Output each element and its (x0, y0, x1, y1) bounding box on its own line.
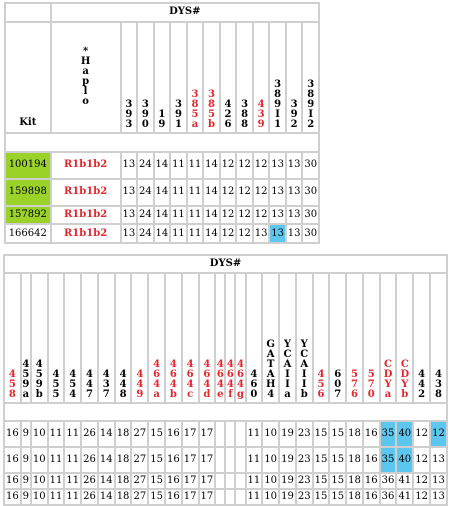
marker-header-7: 4 4 8 (116, 274, 131, 402)
marker-value: 11 (171, 180, 186, 205)
marker-header-2: 4 5 9 b (32, 274, 47, 402)
marker-header-22: 5 7 6 (347, 274, 362, 402)
marker-value: 16 (364, 475, 378, 486)
marker-header-12: 4 6 4 d (200, 274, 215, 402)
haplo-header: * H a p l o (52, 23, 120, 133)
marker-value: 17 (200, 475, 214, 486)
marker-header-13: 4 6 4 e (216, 274, 224, 402)
spacer-row (5, 404, 446, 420)
marker-value: 9 (22, 491, 29, 502)
marker-value: 13 (432, 475, 445, 486)
marker-header-11: 3 8 9 I 2 (303, 23, 318, 133)
marker-value: 12 (221, 207, 236, 224)
marker-value: 24 (138, 225, 153, 242)
marker-value: 26 (83, 491, 96, 502)
marker-header-8: 4 4 9 (132, 274, 147, 402)
marker-value: 18 (347, 422, 362, 446)
marker-value: 11 (188, 180, 203, 205)
marker-value: 12 (414, 422, 429, 446)
marker-value: 19 (281, 475, 294, 486)
marker-header-0: 4 5 8 (5, 274, 20, 402)
marker-value: 10 (264, 491, 278, 502)
marker-header-10: 4 6 4 b (166, 274, 181, 402)
marker-value: 30 (303, 180, 318, 205)
marker-value: 12 (431, 422, 446, 446)
marker-value: 18 (116, 448, 131, 472)
marker-value: 15 (314, 422, 329, 446)
marker-value: 12 (415, 491, 428, 502)
marker-header-1: 3 9 0 (138, 23, 153, 133)
spacer-row (6, 134, 318, 151)
marker-value: 14 (155, 153, 170, 178)
marker-header-20: 4 5 6 (314, 274, 329, 402)
marker-value: 11 (247, 491, 261, 502)
marker-header-23: 5 7 0 (364, 274, 379, 402)
marker-value: 26 (83, 475, 96, 486)
marker-value (236, 448, 244, 472)
marker-value: 16 (6, 491, 19, 502)
marker-header-19: Y C A I I b (297, 274, 312, 402)
marker-value: 11 (65, 422, 80, 446)
marker-value: 23 (297, 475, 311, 486)
marker-value: 11 (66, 491, 80, 502)
marker-value: 13 (287, 207, 302, 224)
marker-value: 15 (150, 491, 163, 502)
marker-value: 13 (287, 180, 302, 205)
marker-value: 10 (32, 448, 47, 472)
marker-value (216, 448, 224, 472)
marker-value: 17 (183, 491, 197, 502)
marker-value (226, 448, 234, 472)
marker-header-27: 4 3 8 (431, 274, 446, 402)
table-row (6, 225, 318, 242)
marker-value: 11 (49, 422, 64, 446)
marker-value: 12 (254, 180, 269, 205)
marker-value: 15 (314, 475, 328, 486)
marker-value (236, 490, 244, 504)
marker-value: 13 (287, 153, 302, 178)
marker-value: 11 (247, 475, 261, 486)
marker-value (226, 490, 234, 504)
marker-header-18: Y C A I I a (280, 274, 295, 402)
marker-value: 24 (138, 153, 153, 178)
marker-value: 9 (22, 422, 30, 446)
marker-value: 13 (122, 153, 137, 178)
marker-header-21: 6 0 7 (330, 274, 345, 402)
marker-value: 30 (303, 207, 318, 224)
table-row (6, 153, 318, 178)
marker-value: 10 (32, 491, 46, 502)
marker-value: 18 (116, 491, 130, 502)
marker-value: 13 (122, 180, 137, 205)
marker-value: 30 (303, 153, 318, 178)
marker-header-7: 3 8 8 (237, 23, 252, 133)
marker-header-15: 4 6 4 g (236, 274, 244, 402)
marker-value: 17 (183, 422, 198, 446)
marker-value: 12 (415, 475, 428, 486)
marker-value (216, 490, 224, 504)
marker-value: 13 (270, 180, 285, 205)
marker-value: 15 (149, 448, 164, 472)
marker-value: 15 (149, 422, 164, 446)
marker-value: 30 (303, 225, 318, 242)
marker-header-26: 4 4 2 (414, 274, 429, 402)
marker-value (236, 422, 244, 446)
marker-header-10: 3 9 2 (287, 23, 302, 133)
marker-value: 14 (204, 207, 219, 224)
marker-header-0: 3 9 3 (122, 23, 137, 133)
marker-value (226, 474, 234, 488)
marker-value: 11 (49, 448, 64, 472)
kit-number: 159898 (6, 180, 50, 205)
marker-value: 15 (150, 475, 163, 486)
dys-table-2 (3, 254, 448, 506)
marker-value: 11 (188, 225, 203, 242)
marker-value: 11 (247, 422, 262, 446)
marker-value: 26 (82, 448, 97, 472)
haplogroup: R1b1b2 (52, 180, 120, 205)
marker-value: 27 (133, 491, 147, 502)
marker-value: 18 (116, 475, 130, 486)
marker-value: 9 (22, 475, 29, 486)
marker-value: 17 (183, 475, 197, 486)
marker-value: 10 (263, 448, 278, 472)
marker-value: 16 (166, 475, 180, 486)
marker-value: 18 (348, 491, 361, 502)
haplogroup: R1b1b2 (52, 153, 120, 178)
marker-value (236, 474, 244, 488)
marker-value: 15 (330, 422, 345, 446)
marker-value: 11 (65, 448, 80, 472)
marker-value: 27 (133, 475, 147, 486)
marker-value: 16 (166, 448, 181, 472)
marker-value: 11 (66, 475, 80, 486)
haplogroup: R1b1b2 (52, 207, 120, 224)
marker-value: 14 (99, 422, 114, 446)
marker-value: 18 (116, 422, 131, 446)
marker-value: 40 (397, 448, 412, 472)
marker-value: 11 (247, 448, 262, 472)
marker-value: 14 (99, 475, 113, 486)
marker-value: 13 (122, 207, 137, 224)
marker-value: 17 (183, 448, 198, 472)
marker-value: 14 (155, 225, 170, 242)
marker-value: 12 (414, 448, 429, 472)
marker-header-4: 3 8 5 a (188, 23, 203, 133)
corner-cell (6, 4, 50, 21)
marker-value: 27 (132, 422, 147, 446)
marker-value: 18 (348, 475, 361, 486)
marker-value: 11 (49, 491, 63, 502)
marker-header-25: C D Y b (397, 274, 412, 402)
marker-value: 35 (381, 422, 396, 446)
marker-value: 14 (99, 448, 114, 472)
marker-value: 9 (22, 448, 30, 472)
marker-value: 17 (200, 491, 214, 502)
marker-value (216, 422, 224, 446)
marker-value: 16 (166, 491, 180, 502)
marker-header-4: 4 5 4 (65, 274, 80, 402)
kit-number: 166642 (6, 225, 50, 242)
marker-header-6: 4 2 6 (221, 23, 236, 133)
marker-value: 24 (138, 207, 153, 224)
marker-value: 11 (171, 207, 186, 224)
table-row (5, 448, 446, 472)
marker-value: 16 (364, 448, 379, 472)
marker-value: 14 (204, 225, 219, 242)
kit-header: Kit (6, 23, 50, 133)
marker-value: 11 (171, 225, 186, 242)
marker-header-3: 4 5 5 (49, 274, 64, 402)
table-row (5, 474, 446, 488)
marker-value: 13 (254, 225, 269, 242)
marker-value: 12 (221, 225, 236, 242)
group-header: DYS# (52, 4, 318, 21)
marker-value: 14 (155, 180, 170, 205)
marker-value (216, 474, 224, 488)
group-header: DYS# (5, 256, 446, 272)
marker-header-5: 4 4 7 (82, 274, 97, 402)
marker-value: 35 (381, 448, 396, 472)
marker-value: 19 (280, 422, 295, 446)
marker-header-17: G A T A H 4 (263, 274, 278, 402)
marker-value (226, 422, 234, 446)
marker-header-5: 3 8 5 b (204, 23, 219, 133)
marker-value: 11 (188, 153, 203, 178)
marker-value: 13 (431, 448, 446, 472)
marker-value: 15 (314, 491, 328, 502)
marker-value: 16 (5, 422, 20, 446)
marker-value: 36 (381, 475, 395, 486)
haplogroup: R1b1b2 (52, 225, 120, 242)
marker-value: 24 (138, 180, 153, 205)
marker-value: 12 (254, 153, 269, 178)
marker-header-14: 4 6 4 f (226, 274, 234, 402)
table-row (5, 490, 446, 504)
marker-value: 41 (398, 491, 412, 502)
marker-value: 13 (432, 491, 445, 502)
marker-value: 13 (270, 207, 285, 224)
marker-header-8: 4 3 9 (254, 23, 269, 133)
marker-value: 12 (237, 153, 252, 178)
marker-value: 14 (204, 180, 219, 205)
marker-value: 13 (270, 225, 285, 242)
marker-value: 40 (397, 422, 412, 446)
marker-value: 15 (331, 491, 345, 502)
marker-value: 17 (200, 448, 215, 472)
marker-value: 16 (6, 475, 19, 486)
marker-value: 14 (99, 491, 113, 502)
marker-value: 12 (237, 225, 252, 242)
marker-value: 10 (32, 475, 46, 486)
marker-value: 10 (264, 475, 278, 486)
marker-value: 11 (188, 207, 203, 224)
table-row (6, 180, 318, 205)
marker-header-3: 3 9 1 (171, 23, 186, 133)
marker-value: 12 (237, 207, 252, 224)
marker-value: 12 (254, 207, 269, 224)
marker-value: 14 (204, 153, 219, 178)
marker-header-16: 4 6 0 (247, 274, 262, 402)
marker-value: 17 (200, 422, 215, 446)
marker-value: 13 (287, 225, 302, 242)
marker-value: 11 (49, 475, 63, 486)
marker-value: 15 (331, 475, 345, 486)
marker-value: 15 (314, 448, 329, 472)
marker-value: 23 (297, 448, 312, 472)
marker-value: 16 (5, 448, 20, 472)
marker-value: 16 (364, 491, 378, 502)
marker-value: 16 (166, 422, 181, 446)
marker-value: 10 (32, 422, 47, 446)
marker-value: 13 (270, 153, 285, 178)
marker-header-2: 1 9 (155, 23, 170, 133)
marker-value: 15 (330, 448, 345, 472)
marker-value: 18 (347, 448, 362, 472)
table-row (5, 422, 446, 446)
marker-header-1: 4 5 9 a (22, 274, 30, 402)
marker-header-9: 4 6 4 a (149, 274, 164, 402)
marker-value: 10 (263, 422, 278, 446)
marker-header-9: 3 8 9 I 1 (270, 23, 285, 133)
dys-table-1 (4, 2, 320, 244)
marker-header-24: C D Y a (381, 274, 396, 402)
marker-value: 27 (132, 448, 147, 472)
marker-value: 16 (364, 422, 379, 446)
kit-number: 157892 (6, 207, 50, 224)
marker-value: 19 (280, 448, 295, 472)
marker-value: 12 (237, 180, 252, 205)
marker-header-6: 4 3 7 (99, 274, 114, 402)
marker-value: 13 (122, 225, 137, 242)
marker-value: 36 (381, 491, 395, 502)
marker-value: 23 (297, 491, 311, 502)
marker-value: 12 (221, 153, 236, 178)
kit-number: 100194 (6, 153, 50, 178)
marker-value: 14 (155, 207, 170, 224)
marker-value: 23 (297, 422, 312, 446)
marker-value: 19 (281, 491, 294, 502)
table-row (6, 207, 318, 224)
marker-value: 41 (398, 475, 412, 486)
marker-value: 11 (171, 153, 186, 178)
marker-header-11: 4 6 4 c (183, 274, 198, 402)
marker-value: 12 (221, 180, 236, 205)
marker-value: 26 (82, 422, 97, 446)
